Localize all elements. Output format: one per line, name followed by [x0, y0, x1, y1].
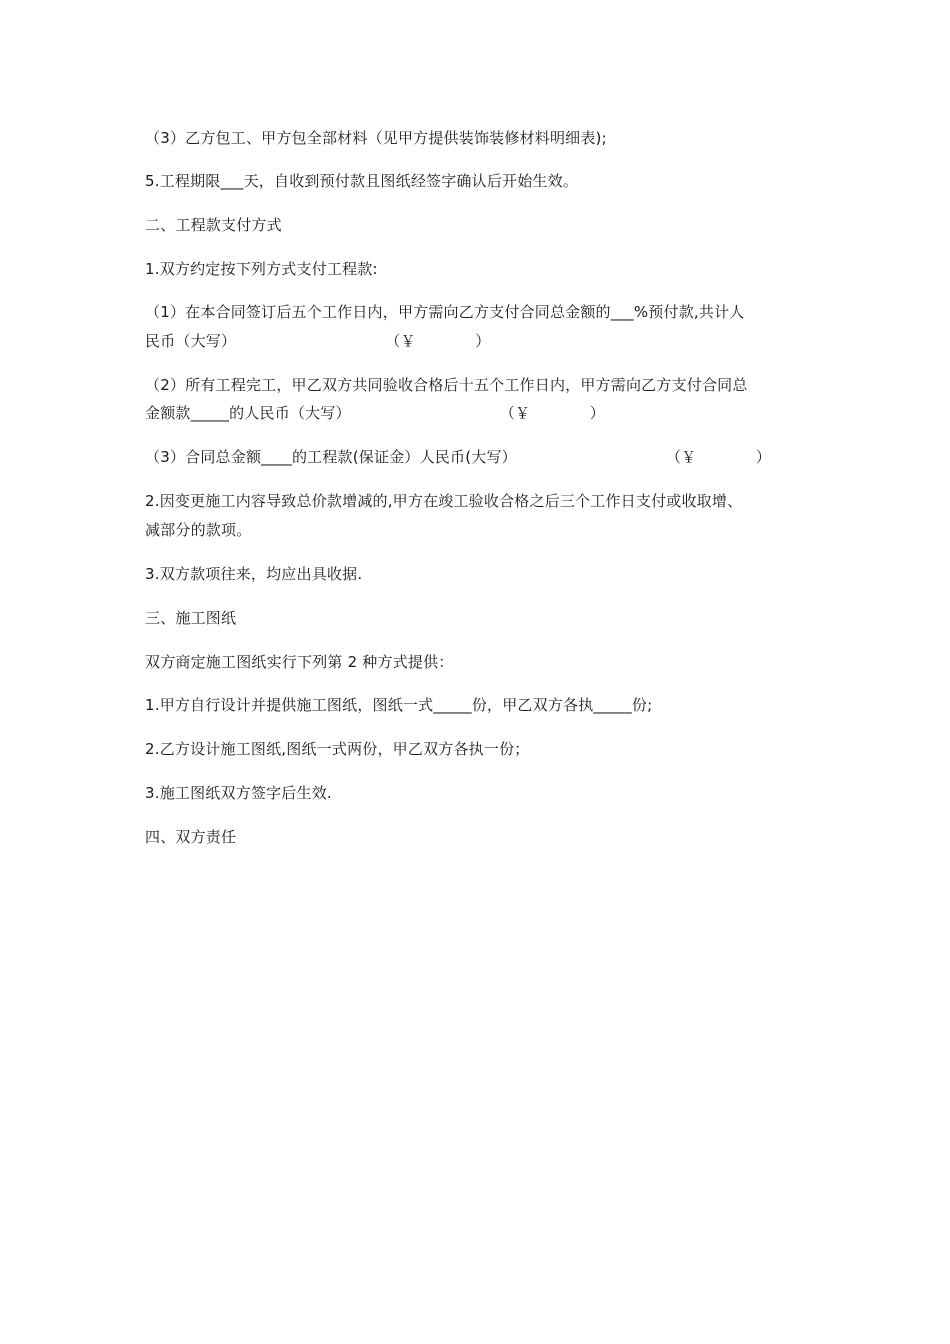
clause-drawings-3: 3.施工图纸双方签字后生效. [145, 784, 332, 802]
clause-drawings-2: 2.乙方设计施工图纸,图纸一式两份，甲乙双方各执一份； [145, 740, 530, 758]
section-heading-payment: 二、工程款支付方式 [145, 216, 282, 234]
clause-payment-1-line-1: （1）在本合同签订后五个工作日内，甲方需向乙方支付合同总金额的___%预付款,共计人 [145, 303, 745, 321]
clause-payment-2-line-1: （2）所有工程完工，甲乙双方共同验收合格后十五个工作日内，甲方需向乙方支付合同总 [145, 376, 748, 394]
clause-payment-intro: 1.双方约定按下列方式支付工程款: [145, 260, 378, 278]
clause-material-option-3: （3）乙方包工、甲方包全部材料（见甲方提供装饰装修材料明细表); [145, 129, 607, 147]
clause-payment-3: （3）合同总金额____的工程款(保证金）人民币(大写） （￥ ） [145, 448, 772, 466]
clause-construction-period: 5.工程期限___天，自收到预付款且图纸经签字确认后开始生效。 [145, 172, 579, 190]
clause-drawings-1: 1.甲方自行设计并提供施工图纸，图纸一式_____份，甲乙双方各执_____份; [145, 696, 653, 714]
section-heading-drawings: 三、施工图纸 [145, 609, 237, 627]
clause-payment-2-line-2: 金额款_____的人民币（大写） （￥ ） [145, 404, 605, 422]
clause-payment-1-line-2: 民币（大写） （￥ ） [145, 332, 491, 350]
clause-drawings-intro: 双方商定施工图纸实行下列第 2 种方式提供： [145, 653, 454, 671]
section-heading-responsibilities: 四、双方责任 [145, 828, 237, 846]
clause-price-change-line-2: 减部分的款项。 [145, 521, 252, 539]
clause-receipts: 3.双方款项往来，均应出具收据. [145, 565, 363, 583]
clause-price-change-line-1: 2.因变更施工内容导致总价款增减的,甲方在竣工验收合格之后三个工作日支付或收取增、 [145, 492, 743, 510]
